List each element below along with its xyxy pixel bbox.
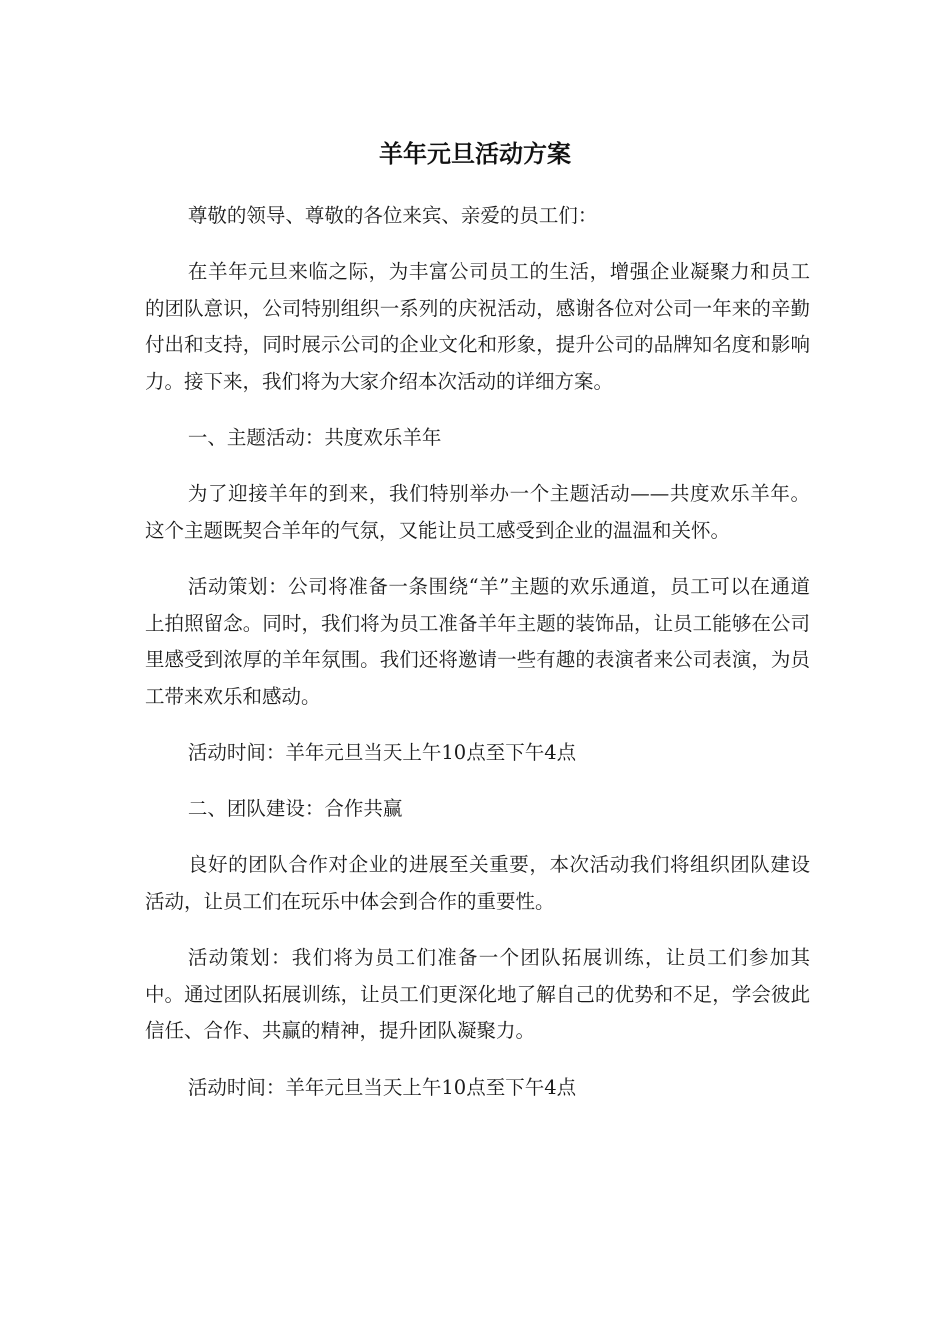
- intro-paragraph: 在羊年元旦来临之际，为丰富公司员工的生活，增强企业凝聚力和员工的团队意识，公司特别组织一系列的庆祝活动，感谢各位对公司一年来的辛勤付出和支持，同时展示公司的企业文化和形象，提升公司的品牌知名度和影响力。接下来，我们将为大家介绍本次活动的详细方案。: [145, 260, 810, 393]
- theme-activity-time-paragraph: 活动时间：羊年元旦当天上午10点至下午4点: [187, 741, 577, 765]
- theme-activity-plan-paragraph: 活动策划：公司将准备一条围绕“羊”主题的欢乐通道，员工可以在通道上拍照留念。同时，我们将为员工准备羊年主题的装饰品，让员工能够在公司里感受到浓厚的羊年氛围。我们还将邀请一些有趣的表演者来公司表演，为员工带来欢乐和感动。: [145, 575, 810, 708]
- team-building-time-paragraph: 活动时间：羊年元旦当天上午10点至下午4点: [187, 1075, 577, 1099]
- document-title: 羊年元旦活动方案: [379, 140, 571, 168]
- section-heading-team-building: 二、团队建设：合作共赢: [187, 797, 403, 821]
- team-building-paragraph: 良好的团队合作对企业的进展至关重要，本次活动我们将组织团队建设活动，让员工们在玩乐中体会到合作的重要性。: [145, 853, 810, 914]
- salutation-paragraph: 尊敬的领导、尊敬的各位来宾、亲爱的员工们：: [187, 204, 598, 227]
- document-body: [145, 198, 810, 1126]
- section-heading-theme-activity: 一、主题活动：共度欢乐羊年: [187, 426, 442, 450]
- team-building-plan-paragraph: 活动策划：我们将为员工们准备一个团队拓展训练，让员工们参加其中。通过团队拓展训练，让员工们更深化地了解自己的优势和不足，学会彼此信任、合作、共赢的精神，提升团队凝聚力。: [145, 946, 810, 1043]
- theme-activity-paragraph: 为了迎接羊年的到来，我们特别举办一个主题活动——共度欢乐羊年。这个主题既契合羊年的气氛，又能让员工感受到企业的温温和关怀。: [145, 482, 810, 542]
